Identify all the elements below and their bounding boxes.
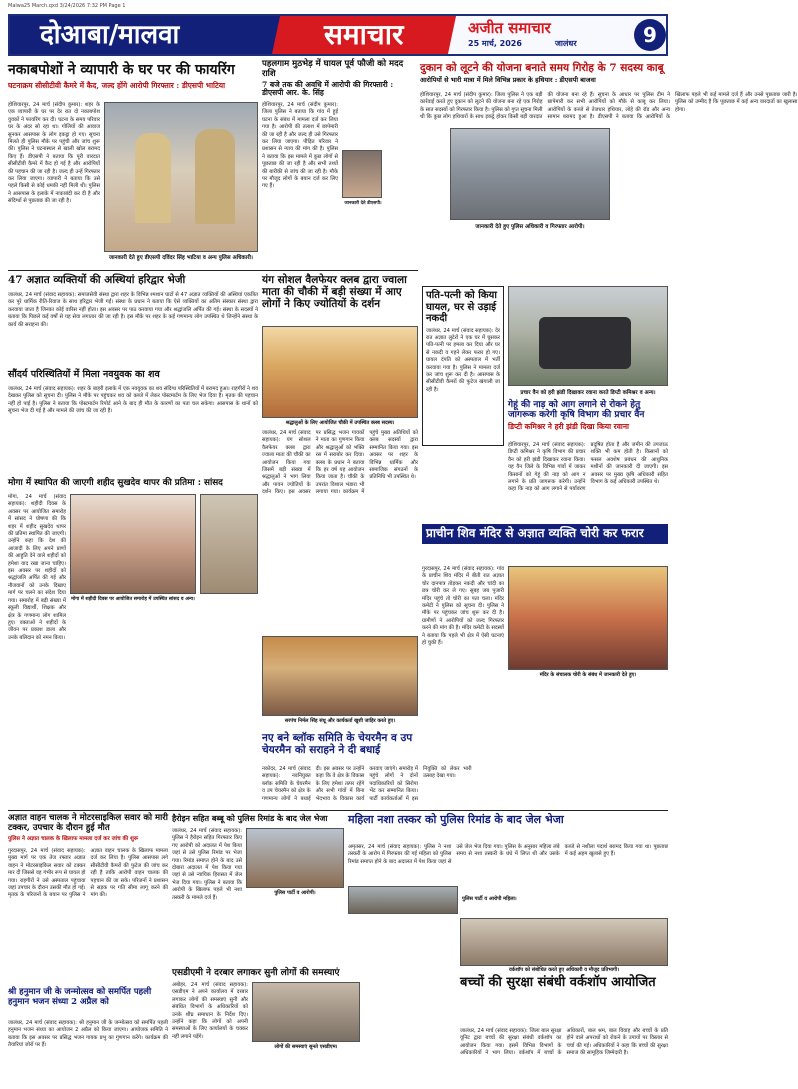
headline: दुकान को लूटने की योजना बनाते समय गिरोह के 7 सदस्य काबू xyxy=(420,62,664,74)
story-body: होशियारपुर, 24 मार्च (संदीप कुमार): जिला पुलिस ने एक बड़ी कार्रवाई करते हुए दुकान को लूटने की योजना बना रहे एक गिरोह के सात सदस्यों को गिरफ्तार किया है। पुलिस को गुप्त सूचना मिली थी कि कुछ लोग हथियारों के साथ इकट्ठे होकर किसी बड़ी वारदात की योजना बना रहे हैं। सूचना के आधार पर पुलिस टीम ने छापेमारी कर सभी आरोपियों को मौके से काबू कर लिया। आरोपियों के कब्जे से तेजधार हथियार, लोहे की रॉड और अन्य सामान बरामद हुआ है। डीएसपी ने बताया कि आरोपियों के खिलाफ पहले भी कई मामले दर्ज हैं और उनसे पूछताछ जारी है। पुलिस को उम्मीद है कि पूछताछ में कई अन्य वारदातों का खुलासा होगा। xyxy=(420,92,798,121)
headline: बच्चों की सुरक्षा संबंधी वर्कशॉप आयोजित xyxy=(460,975,656,990)
subheadline: 7 बजे तक की अवधि में आरोपी की गिरफ्तारी : डीएसपी आर. के. सिंह xyxy=(262,79,394,98)
story-body: जालंधर, 24 मार्च (संवाद सहायक): श्री हनुमान जी के जन्मोत्सव को समर्पित पहली हनुमान भजन संध्या का आयोजन 2 अप्रैल को किया जाएगा। आयोजक समिति ने बताया कि इस अवसर पर प्रसिद्ध भजन गायक प्रभु का गुणगान करेंगे। कार्यक्रम की तैयारियां जोरों पर हैं। xyxy=(8,1020,168,1049)
story-photo xyxy=(342,150,382,198)
photo-caption: जानकारी देते हुए पुलिस अधिकारी व गिरफ्तार आरोपी। xyxy=(450,222,610,230)
photo-caption: श्रद्धालुओं के लिए आयोजित चौकी में उपस्थित क्लब सदस्य। xyxy=(262,420,418,426)
photo-caption: सरपंच निर्मल सिंह संधू और कार्यकर्ता खुशी जाहिर करते हुए। xyxy=(262,718,418,724)
subheadline: डिप्टी कमिश्नर ने हरी झंडी दिखा किया रवाना xyxy=(508,421,629,431)
story-body: जालंधर, 24 मार्च (संवाद सहायक): समाजसेवी संस्था द्वारा शहर के विभिन्न श्मशान घाटों से 47 अज्ञात व्यक्तियों की अस्थियां एकत्रित कर पूरे धार्मिक रीति-रिवाज के साथ हरिद्वार भेजी गईं। संस्था के प्रधान ने बताया कि ऐसे व्यक्तियों का अंतिम संस्कार संस्था द्वारा करवाया जाता है जिनका कोई वारिस नहीं होता। इस अवसर पर पाठ करवाया गया और श्रद्धांजलि अर्पित की गई। संस्था के सदस्यों ने बताया कि पिछले कई वर्षों से यह सेवा लगातार की जा रही है। इस मौके पर शहर के कई गणमान्य लोग उपस्थित थे जिन्होंने संस्था के कार्य की सराहना की। xyxy=(8,292,258,328)
story-body: जालंधर, 24 मार्च (संवाद सहायक): यंग सोशल वैलफेयर क्लब द्वारा ज्वाला माता की चौकी का आयोजन किया गया जिसमें बड़ी संख्या में श्रद्धालुओं ने भाग लिया और पावन ज्योतियों के दर्शन किए। इस अवसर पर प्रसिद्ध भजन गायकों ने माता का गुणगान किया और श्रद्धालुओं को भक्ति रस में सराबोर कर दिया। क्लब के प्रधान ने बताया कि हर वर्ष यह आयोजन किया जाता है। चौकी के उपरांत विशाल भंडारा भी लगाया गया। कार्यक्रम में पहुंचे मुख्य अतिथियों को क्लब सदस्यों द्वारा सम्मानित किया गया। इस अवसर पर शहर के विभिन्न धार्मिक और सामाजिक संगठनों के प्रतिनिधि भी उपस्थित थे। xyxy=(262,430,418,496)
story-photo xyxy=(246,828,344,888)
headline: पति-पत्नी को किया घायल, घर से उड़ाई नकदी xyxy=(426,290,497,324)
headline: 47 अज्ञात व्यक्तियों की अस्थियां हरिद्वार भेजी xyxy=(8,274,186,286)
story-photo-2 xyxy=(200,494,258,594)
story-encounter xyxy=(262,60,416,268)
story-body: गुरदासपुर, 24 मार्च (संवाद सहायक): गांव के प्राचीन शिव मंदिर में बीती रात अज्ञात चोर दानपात्र तोड़कर नकदी और चांदी का छत्र चोरी कर ले गए। सुबह जब पुजारी मंदिर पहुंचे तो चोरी का पता चला। मंदिर कमेटी ने पुलिस को सूचना दी। पुलिस ने मौके पर पहुंचकर जांच शुरू कर दी है। ग्रामीणों ने आरोपियों को जल्द गिरफ्तार करने की मांग की है। मंदिर कमेटी के सदस्यों ने बताया कि पहले भी क्षेत्र में ऐसी घटनाएं हो चुकी हैं। xyxy=(422,566,504,647)
story-block-samiti xyxy=(262,636,472,806)
story-photo xyxy=(348,886,458,914)
story-body: अमृतसर, 24 मार्च (संवाद सहायक): पुलिस ने नशा तस्करी के आरोप में गिरफ्तार की गई महिला को पुलिस रिमांड समाप्त होने के बाद अदालत में पेश किया जहां से उसे जेल भेज दिया गया। पुलिस के अनुसार महिला लंबे समय से नशा तस्करी के धंधे में लिप्त थी और उसके कब्जे से नशीला पदार्थ बरामद किया गया था। पूछताछ में कई अहम खुलासे हुए हैं। xyxy=(348,844,668,865)
photo-caption: वर्कशॉप को संबोधित करते हुए अधिकारी व मौजूद प्रतिभागी। xyxy=(460,967,668,973)
story-photo xyxy=(262,636,418,716)
story-road-accident xyxy=(8,814,168,984)
divider xyxy=(8,810,668,811)
headline: प्राचीन शिव मंदिर से अज्ञात व्यक्ति चोरी कर फरार xyxy=(422,524,668,544)
story-heroin-remand xyxy=(172,814,344,964)
brand-name: अजीत समाचार xyxy=(468,19,551,37)
story-photo xyxy=(252,982,360,1042)
story-body: जालंधर, 24 मार्च (संवाद सहायक): देर रात अज्ञात लुटेरों ने एक घर में घुसकर पति-पत्नी पर हमला कर दिया और घर से नकदी व गहने लेकर फरार हो गए। घायल दंपति को अस्पताल में भर्ती करवाया गया है। पुलिस ने मामला दर्ज कर जांच शुरू कर दी है। आसपास के सीसीटीवी कैमरों की फुटेज खंगाली जा रही है। xyxy=(426,327,501,393)
story-photo xyxy=(262,326,418,418)
headline: अज्ञात वाहन चालक ने मोटरसाइकिल सवार को मारी टक्कर, उपचार के दौरान हुई मौत xyxy=(8,813,168,833)
photo-caption: जानकारी देते हुए डीएसपी दविंदर सिंह भाटिया व अन्य पुलिस अधिकारी। xyxy=(104,253,258,261)
story-photo xyxy=(70,494,196,594)
story-couple-injured xyxy=(422,286,504,446)
headline: सौंदर्य परिस्थितियों में मिला नवयुवक का शव xyxy=(8,369,160,380)
story-woman-smuggler xyxy=(348,814,668,914)
story-body: होशियारपुर, 24 मार्च (संवाद सहायक): डिप्टी कमिश्नर ने कृषि विभाग की प्रचार वैन को हरी झंडी दिखाकर रवाना किया। यह वैन जिले के विभिन्न गांवों में जाकर किसानों को गेहूं की नाड़ को आग न लगाने के प्रति जागरूक करेगी। उन्होंने कहा कि नाड़ को आग लगाने से पर्यावरण प्रदूषित होता है और जमीन की उपजाऊ शक्ति भी कम होती है। किसानों को फसल अवशेष प्रबंधन की आधुनिक मशीनों की जानकारी दी जाएगी। इस अवसर पर मुख्य कृषि अधिकारी सहित विभाग के कई अधिकारी उपस्थित थे। xyxy=(508,442,668,493)
photo-caption: मोगा में शहीदी दिवस पर आयोजित समारोह में उपस्थित सांसद व अन्य। xyxy=(71,597,195,602)
headline: हैरोइन सहित बब्बू को पुलिस रिमांड के बाद जेल भेजा xyxy=(172,813,328,823)
story-temple-theft xyxy=(422,524,668,704)
van-photo xyxy=(508,286,668,386)
page-number: 9 xyxy=(634,19,666,51)
story-body: होशियारपुर, 24 मार्च (संदीप कुमार): शहर के एक व्यापारी के घर पर देर रात दो नकाबपोश युवकों ने फायरिंग कर दी। घटना के समय परिवार घर के अंदर सो रहा था। गोलियों की आवाज सुनकर आसपास के लोग इकट्ठा हो गए। सूचना मिलते ही पुलिस मौके पर पहुंची और जांच शुरू की। पुलिस ने घटनास्थल से खाली खोल बरामद किए हैं। डीएसपी ने बताया कि पूरी वारदात सीसीटीवी कैमरे में कैद हो गई है और आरोपियों की पहचान की जा रही है। जल्द ही उन्हें गिरफ्तार कर लिया जाएगा। व्यापारी ने बताया कि उसे पहले किसी से कोई धमकी नहीं मिली थी। पुलिस ने आसपास के इलाके में नाकाबंदी कर दी है और संदिग्धों से पूछताछ की जा रही है। xyxy=(8,102,100,205)
headline: महिला नशा तस्कर को पुलिस रिमांड के बाद जेल भेजा xyxy=(348,813,564,826)
headline: गेहूं की नाड़ को आग लगाने से रोकने हेतु जागरूक करेगी कृषि विभाग की प्रचार वैन xyxy=(508,400,645,421)
page-slug: Malwa25 March.qxd 3/24/2026 7:32 PM Page 1 xyxy=(8,3,126,9)
story-body: नकोदर, 24 मार्च (संवाद सहायक): नवनियुक्त ब्लॉक समिति के चेयरमैन व उप चेयरमैन को क्षेत्र के गणमान्य लोगों ने बधाई दी। इस अवसर पर उन्होंने कहा कि वे क्षेत्र के विकास के लिए हमेशा तत्पर रहेंगे और सभी गांवों में बिना भेदभाव के विकास कार्य करवाए जाएंगे। समारोह में पहुंचे लोगों ने दोनों पदाधिकारियों को सिरोपा भेंट कर सम्मानित किया। पार्टी कार्यकर्ताओं में इस नियुक्ति को लेकर भारी उत्साह देखा गया। xyxy=(262,766,472,802)
photo-caption: लोगों की समस्याएं सुनते एसडीएम। xyxy=(252,1044,360,1050)
story-photo xyxy=(508,566,668,670)
headline: एसडीएमी ने दरबार लगाकर सुनी लोगों की समस्याएं xyxy=(172,968,340,978)
headline: श्री हनुमान जी के जन्मोत्सव को समर्पित पहली हनुमान भजन संध्या 2 अप्रैल को xyxy=(8,987,152,1007)
photo-caption: पुलिस पार्टी व आरोपी महिला। xyxy=(462,896,582,902)
headline: पहलगाम मुठभेड़ में घायल पूर्व फौजी को मदद राशि xyxy=(262,59,404,79)
story-child-safety xyxy=(460,918,668,1084)
story-stubble xyxy=(508,400,668,520)
divider xyxy=(8,270,418,271)
story-photo xyxy=(104,102,258,252)
story-hanuman-bhajan xyxy=(8,988,168,1084)
section-subtitle: समाचार xyxy=(272,16,456,54)
story-gang-arrest xyxy=(420,62,798,282)
headline: नकाबपोशों ने व्यापारी के घर पर की फायरिंग xyxy=(8,62,235,78)
headline: मोगा में स्थापित की जाएगी शहीद सुखदेव थापर की प्रतिमा : सांसद xyxy=(8,478,223,488)
kicker: आरोपियों से भारी मात्रा में मिले विभिन्न प्रकार के हथियार : डीएसपी बाजवा xyxy=(420,76,596,85)
story-body: अबोहर, 24 मार्च (संवाद सहायक): एसडीएम ने अपने कार्यालय में दरबार लगाकर लोगों की समस्याएं सुनीं और संबंधित विभागों के अधिकारियों को उनके शीघ्र समाधान के निर्देश दिए। उन्होंने कहा कि लोगों को अपनी समस्याओं के लिए कार्यालयों के चक्कर नहीं लगाने पड़ेंगे। xyxy=(172,982,248,1040)
story-ashes xyxy=(8,274,258,366)
story-firing xyxy=(8,62,258,268)
kicker: घटनाक्रम सीसीटीवी कैमरे में कैद, जल्द होंगे आरोपी गिरफ्तार : डीएसपी भाटिया xyxy=(8,81,226,91)
story-jagran xyxy=(262,274,418,634)
story-photo xyxy=(450,128,610,220)
story-body: जालंधर, 24 मार्च (संवाद सहायक): शहर के बाहरी इलाके में एक नवयुवक का शव संदिग्ध परिस्थितियों में बरामद हुआ। राहगीरों ने शव देखकर पुलिस को सूचना दी। पुलिस ने मौके पर पहुंचकर शव को कब्जे में लेकर पोस्टमार्टम के लिए भेज दिया है। मृतक की पहचान नहीं हो पाई है। पुलिस ने बताया कि पोस्टमार्टम रिपोर्ट आने के बाद ही मौत के कारणों का पता चल सकेगा। आसपास के थानों को सूचना भेज दी गई है और मामले की जांच की जा रही है। xyxy=(8,386,258,415)
story-sdm-darbar xyxy=(172,968,456,1084)
story-body-found xyxy=(8,370,258,474)
van-photo-caption: प्रचार वैन को हरी झंडी दिखाकर रवाना करते डिप्टी कमिश्नर व अन्य। xyxy=(508,388,668,396)
masthead xyxy=(8,14,668,56)
story-body: होशियारपुर, 24 मार्च (संदीप कुमार): जिला पुलिस ने बताया कि गांव में हुई घटना के संबंध में मामला दर्ज कर लिया गया है। आरोपी की तलाश में छापेमारी की जा रही है और जल्द ही उसे गिरफ्तार कर लिया जाएगा। पीड़ित परिवार ने प्रशासन से न्याय की मांग की है। पुलिस ने बताया कि इस मामले में कुछ लोगों से पूछताछ की जा रही है और सभी तथ्यों की बारीकी से जांच की जा रही है। मौके पर मौजूद लोगों के बयान दर्ज कर लिए गए हैं। xyxy=(262,102,338,190)
issue-date: 25 मार्च, 2026 xyxy=(468,39,522,48)
photo-caption: जानकारी देते डीएसपी। xyxy=(340,200,386,206)
photo-caption: पुलिस पार्टी व आरोपी। xyxy=(246,890,344,896)
headline: नए बने ब्लॉक समिति के चेयरमैन व उप चेयरमैन को सराहने ने दी बधाई xyxy=(262,732,413,757)
story-body: जालंधर, 24 मार्च (संवाद सहायक): पुलिस ने हैरोइन सहित गिरफ्तार किए गए आरोपी को अदालत में पेश किया जहां से उसे पुलिस रिमांड पर भेजा गया। रिमांड समाप्त होने के बाद उसे दोबारा अदालत में पेश किया गया जहां से उसे न्यायिक हिरासत में जेल भेज दिया गया। पुलिस ने बताया कि आरोपी के खिलाफ पहले भी नशा तस्करी के मामले दर्ज हैं। xyxy=(172,828,242,901)
story-body: जालंधर, 24 मार्च (संवाद सहायक): जिला बाल सुरक्षा यूनिट द्वारा बच्चों की सुरक्षा संबंधी वर्कशॉप का आयोजन किया गया। इसमें विभिन्न विभागों के अधिकारियों ने भाग लिया। वर्कशॉप में बच्चों के अधिकारों, बाल श्रम, बाल विवाह और बच्चों के प्रति होने वाले अपराधों को रोकने के उपायों पर विस्तार से चर्चा की गई। अधिकारियों ने कहा कि बच्चों की सुरक्षा समाज की सामूहिक जिम्मेदारी है। xyxy=(460,1028,668,1057)
section-title: दोआबा/मालवा xyxy=(10,16,280,54)
photo-caption: मंदिर के संचालक चोरी के संबंध में जानकारी देते हुए। xyxy=(508,672,668,678)
story-photo xyxy=(460,918,668,966)
headline: यंग सोशल वैलफेयर क्लब द्वारा ज्वाला माता की चौकी में बड़ी संख्या में आए लोगों ने किए ज्योतियों के दर्शन xyxy=(262,274,407,311)
story-body: मोगा, 24 मार्च (संवाद सहायक): शहीदी दिवस के अवसर पर आयोजित समारोह में सांसद ने घोषणा की कि शहर में शहीद सुखदेव थापर की प्रतिमा स्थापित की जाएगी। उन्होंने कहा कि देश की आजादी के लिए अपने प्राणों की आहुति देने वाले शहीदों को हमेशा याद रखा जाना चाहिए। इस अवसर पर शहीदों को श्रद्धांजलि अर्पित की गई और नौजवानों को उनके दिखाए मार्ग पर चलने का संदेश दिया गया। समारोह में बड़ी संख्या में स्कूली विद्यार्थी, शिक्षक और क्षेत्र के गणमान्य लोग शामिल हुए। वक्ताओं ने शहीदों के जीवन पर प्रकाश डाला और उनके बलिदान को नमन किया। xyxy=(8,494,66,641)
story-statue xyxy=(8,478,258,678)
issue-city: जालंधर xyxy=(555,39,577,48)
kicker: पुलिस ने अज्ञात चालक के खिलाफ मामला दर्ज कर जांच की शुरू xyxy=(8,835,139,842)
story-body: गुरदासपुर, 24 मार्च (संवाद सहायक): मुख्य मार्ग पर एक तेज रफ्तार अज्ञात वाहन ने मोटरसाइकिल सवार को टक्कर मार दी जिससे वह गंभीर रूप से घायल हो गया। राहगीरों ने उसे अस्पताल पहुंचाया जहां उपचार के दौरान उसकी मौत हो गई। मृतक के परिजनों के बयान पर पुलिस ने अज्ञात वाहन चालक के खिलाफ मामला दर्ज कर लिया है। पुलिस आसपास लगे सीसीटीवी कैमरों की फुटेज की जांच कर रही है ताकि आरोपी वाहन चालक की पहचान की जा सके। परिजनों ने प्रशासन से सड़क पर गति सीमा लागू करने की मांग की। xyxy=(8,848,168,899)
